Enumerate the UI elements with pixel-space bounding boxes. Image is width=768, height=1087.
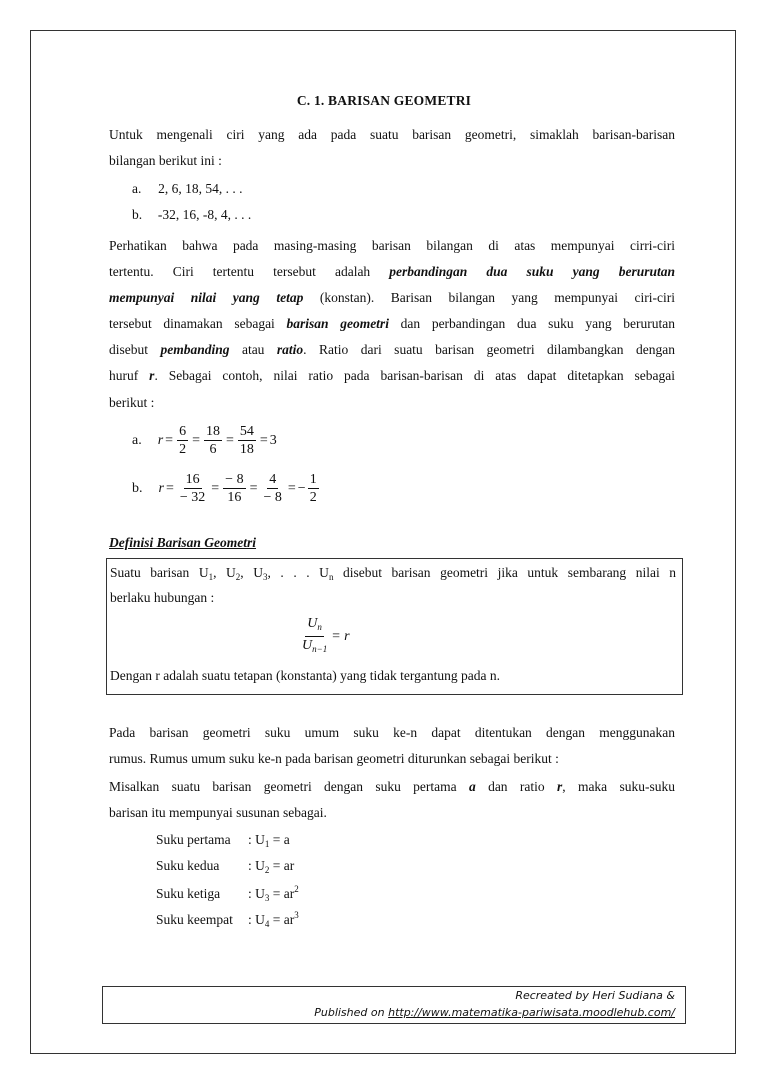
para3-l3-a: Misalkan suatu barisan geometri dengan suku pertama [109, 779, 469, 794]
def-l1-b: , U [213, 565, 236, 580]
term-4-rhs: = ar [269, 912, 295, 927]
para3-l3-r-var: r [556, 779, 563, 794]
ratio-b-f3-den: − 8 [263, 490, 282, 505]
definition-formula-fraction [300, 615, 329, 658]
term-row-3 [156, 884, 299, 903]
ratio-a-f2-den: 6 [209, 442, 217, 457]
ratio-b-eq-1: = [165, 480, 174, 496]
definition-line-2: berlaku hubungan : [110, 590, 215, 605]
footer-credit: Recreated by Heri Sudiana & [515, 989, 675, 1002]
footer-box [102, 986, 686, 1024]
example-a [132, 181, 243, 197]
definition-formula-den [300, 637, 329, 658]
para3-l3-a-var: a [468, 779, 476, 794]
ratio-b-lhs: r [158, 480, 164, 496]
section-title: C. 1. BARISAN GEOMETRI [296, 93, 472, 108]
para2-l3-text: (konstan). Barisan bilangan yang mempunyai ciri-ciri [303, 290, 675, 305]
definition-formula [298, 615, 350, 658]
ratio-a-f1-den: 2 [179, 442, 187, 457]
para2-line-1: Perhatikan bahwa pada masing-masing barisan bilangan di atas mempunyai cirri-ciri [109, 238, 675, 253]
ratio-equation-b [132, 471, 321, 506]
ratio-a-eq-4: = [259, 432, 268, 448]
term-3-name: Suku ketiga [156, 886, 221, 901]
footer-link[interactable]: http://www.matematika-pariwisata.moodlehub.com/ [388, 1006, 675, 1019]
ratio-b-f4-num: 1 [309, 472, 317, 487]
term-1-rhs: = a [269, 832, 290, 847]
para3-line-2: rumus. Rumus umum suku ke-n pada barisan geometri diturunkan sebagai berikut : [109, 751, 559, 766]
example-b-label: b. [132, 207, 143, 222]
def-den-sub: n−1 [312, 644, 328, 654]
ratio-a-result: 3 [269, 432, 277, 448]
ratio-b-f3-num: 4 [269, 472, 277, 487]
para2-l5-ratio: ratio [276, 342, 304, 357]
para3-line-4: barisan itu mempunyai susunan sebagai. [109, 805, 327, 820]
ratio-b-eq-3: = [249, 480, 258, 496]
para2-l2-emphasis: perbandingan dua suku yang berurutan [389, 264, 675, 279]
ratio-b-eq-2: = [211, 480, 220, 496]
ratio-equation-a [132, 423, 277, 458]
ratio-a-fraction-2 [204, 423, 222, 458]
term-1-colon: : U [248, 832, 265, 847]
para2-line-2 [109, 259, 675, 286]
term-4-colon: : U [248, 912, 265, 927]
term-4-sup: 3 [294, 910, 299, 920]
ratio-a-f1-num: 6 [179, 424, 187, 439]
footer-published [314, 1006, 675, 1019]
ratio-b-fraction-2 [223, 471, 245, 506]
ratio-a-fraction-3 [238, 423, 256, 458]
ratio-b-minus: − [297, 480, 306, 496]
ratio-a-eq-3: = [225, 432, 234, 448]
term-row-4 [156, 910, 299, 929]
ratio-a-eq-2: = [192, 432, 200, 448]
def-den-U: U [302, 638, 313, 653]
para3-l3-c: dan ratio [475, 779, 557, 794]
para2-l3-emphasis: mempunyai nilai yang tetap [109, 290, 304, 305]
ratio-a-label: a. [132, 432, 142, 448]
para2-l5-text-c: atau [229, 342, 277, 357]
ratio-b-f2-den: 16 [227, 490, 242, 505]
para2-l6-text-a: huruf [109, 368, 150, 383]
term-1-name: Suku pertama [156, 832, 231, 847]
ratio-b-fraction-3 [261, 471, 283, 506]
ratio-a-fraction-1 [177, 423, 188, 458]
ratio-b-f4-den: 2 [309, 490, 317, 505]
para3-line-3 [109, 774, 675, 801]
para2-l5-pembanding: pembanding [160, 342, 230, 357]
footer-published-label: Published on [314, 1006, 389, 1019]
term-3-colon: : U [248, 886, 265, 901]
example-a-label: a. [132, 181, 142, 196]
definition-line-1 [110, 560, 676, 591]
para2-l4-emphasis: barisan geometri [286, 316, 389, 331]
para2-l2-text: tertentu. Ciri tertentu tersebut adalah [109, 264, 390, 279]
example-b-text: -32, 16, -8, 4, . . . [157, 207, 252, 222]
para2-line-7: berikut : [109, 395, 155, 410]
para2-l5-text-e: . Ratio dari suatu barisan geometri dilambangkan dengan [303, 342, 675, 357]
definition-line-3: Dengan r adalah suatu tetapan (konstanta) yang tidak tergantung pada n. [110, 668, 500, 683]
para3-line-1: Pada barisan geometri suku umum suku ke-n dapat ditentukan dengan menggunakan [109, 725, 675, 740]
term-1-sub: 1 [264, 839, 270, 849]
para2-l4-text-a: tersebut dinamakan sebagai [109, 316, 287, 331]
ratio-a-f2-num: 18 [205, 424, 220, 439]
ratio-b-f1-num: 16 [185, 472, 200, 487]
ratio-a-f3-den: 18 [239, 442, 254, 457]
term-4-name: Suku keempat [156, 912, 233, 927]
term-row-1 [156, 832, 290, 849]
para2-l6-text-c: . Sebagai contoh, nilai ratio pada barisan-barisan di atas dapat ditetapkan sebagai [154, 368, 675, 383]
ratio-b-fraction-1 [178, 471, 207, 506]
term-4-sub: 4 [264, 919, 270, 929]
ratio-a-f3-num: 54 [239, 424, 254, 439]
ratio-b-f2-num: − 8 [225, 472, 244, 487]
ratio-b-eq-4: = [287, 480, 296, 496]
term-2-name: Suku kedua [156, 858, 220, 873]
para2-line-6 [109, 363, 675, 390]
para2-l5-text-a: disebut [109, 342, 161, 357]
para2-line-5 [109, 337, 675, 364]
definition-formula-rhs: = r [331, 628, 350, 644]
term-3-sup: 2 [294, 884, 299, 894]
def-sub-1: 1 [208, 572, 214, 582]
example-a-text: 2, 6, 18, 54, . . . [158, 181, 243, 196]
def-l1-c: , U [240, 565, 263, 580]
def-sub-3: 3 [262, 572, 268, 582]
def-l1-d: , . . . U [267, 565, 329, 580]
para3-l3-e: , maka suku-suku [562, 779, 676, 794]
ratio-a-eq-1: = [165, 432, 174, 448]
ratio-a-lhs: r [157, 432, 164, 448]
def-num-sub: n [317, 622, 322, 632]
intro-line-2: bilangan berikut ini : [109, 153, 222, 168]
definition-formula-num [305, 615, 324, 637]
term-3-sub: 3 [264, 893, 270, 903]
intro-line-1: Untuk mengenali ciri yang ada pada suatu barisan geometri, simaklah barisan-barisan [109, 127, 675, 142]
def-sub-2: 2 [235, 572, 241, 582]
term-2-sub: 2 [264, 865, 270, 875]
term-2-colon: : U [248, 858, 265, 873]
para2-l6-r: r [149, 368, 155, 383]
term-3-rhs: = ar [269, 886, 295, 901]
def-l1-a: Suatu barisan U [110, 565, 209, 580]
para2-l4-text-c: dan perbandingan dua suku yang berurutan [388, 316, 675, 331]
ratio-b-label: b. [132, 480, 143, 496]
def-l1-e: disebut barisan geometri jika untuk sembarang nilai n [333, 565, 677, 580]
ratio-b-f1-den: − 32 [179, 490, 206, 505]
def-num-U: U [307, 616, 318, 631]
para2-line-3 [109, 285, 675, 312]
term-row-2 [156, 858, 294, 875]
definition-title: Definisi Barisan Geometri [109, 535, 257, 550]
def-sub-n: n [328, 572, 334, 582]
example-b [132, 207, 251, 223]
ratio-b-fraction-4 [308, 471, 319, 506]
term-2-rhs: = ar [269, 858, 295, 873]
para2-line-4 [109, 311, 675, 338]
